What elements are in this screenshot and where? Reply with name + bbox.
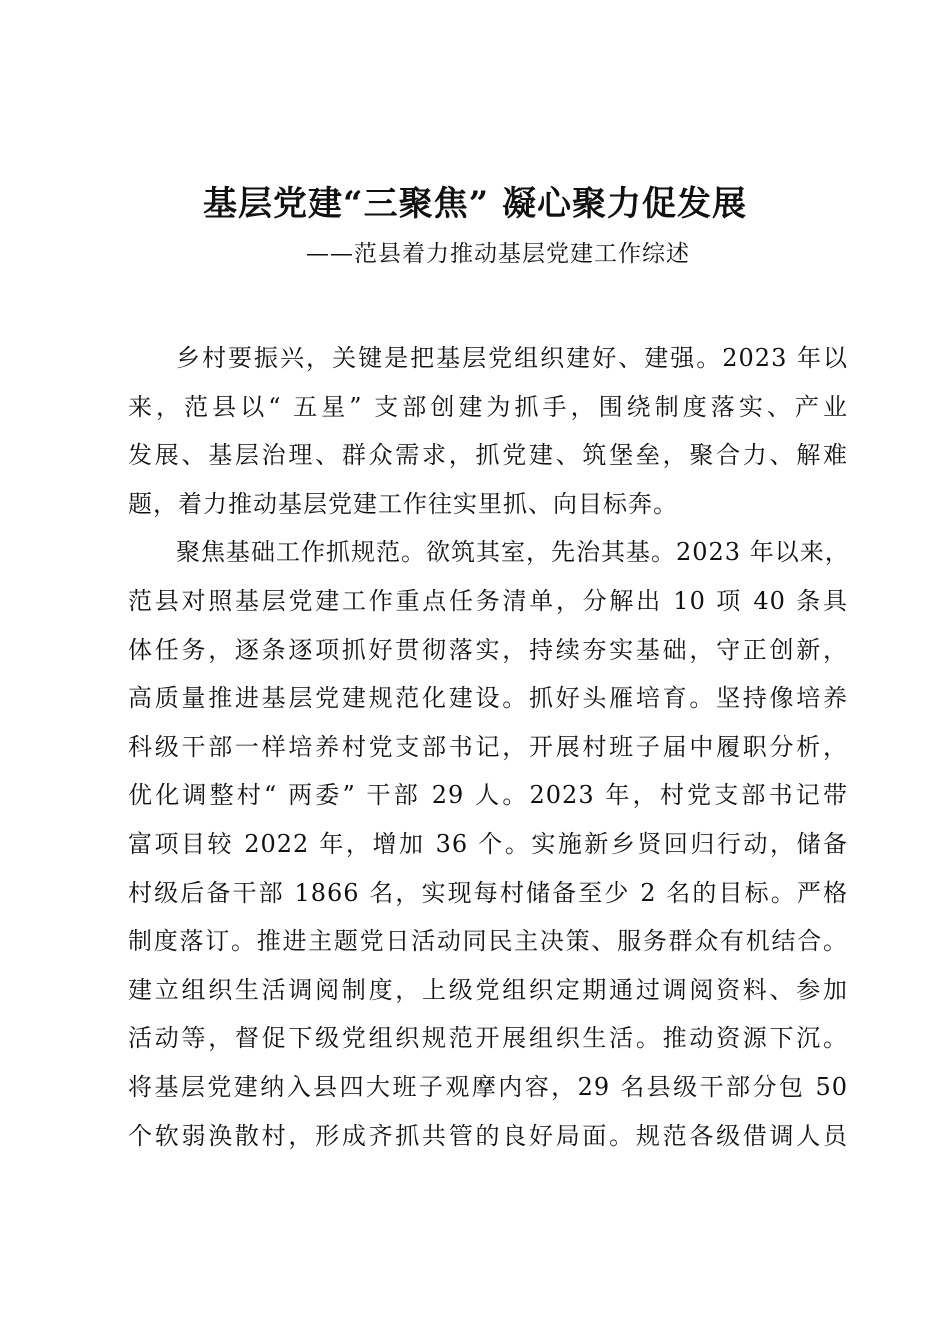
paragraph-line: 个软弱涣散村，形成齐抓共管的良好局面。规范各级借调人员 bbox=[128, 1121, 848, 1150]
paragraph-line: 范县对照基层党建工作重点任务清单，分解出 10 项 40 条具 bbox=[128, 586, 848, 615]
document-body bbox=[128, 334, 848, 1160]
paragraph-line: 村级后备干部 1866 名，实现每村储备至少 2 名的目标。严格 bbox=[128, 878, 848, 907]
paragraph-line: 科级干部一样培养村党支部书记，开展村班子届中履职分析， bbox=[128, 732, 848, 761]
paragraph-line: 发展、基层治理、群众需求，抓党建、筑堡垒，聚合力、解难 bbox=[128, 441, 848, 470]
paragraph-line: 乡村要振兴，关键是把基层党组织建好、建强。2023 年以 bbox=[176, 344, 848, 372]
paragraph-line: 制度落订。推进主题党日活动同民主决策、服务群众有机结合。 bbox=[128, 927, 848, 956]
paragraph-2 bbox=[128, 528, 848, 1160]
paragraph-line: 活动等，督促下级党组织规范开展组织生活。推动资源下沉。 bbox=[128, 1024, 848, 1053]
paragraph-line: 题，着力推动基层党建工作往实里抓、向目标奔。 bbox=[128, 489, 678, 518]
paragraph-line: 高质量推进基层党建规范化建设。抓好头雁培育。坚持像培养 bbox=[128, 684, 848, 713]
paragraph-line: 体任务，逐条逐项抓好贯彻落实，持续夯实基础，守正创新， bbox=[128, 635, 848, 664]
paragraph-line: 富项目较 2022 年，增加 36 个。实施新乡贤回归行动，储备 bbox=[128, 829, 848, 858]
paragraph-1 bbox=[128, 334, 848, 528]
paragraph-line: 优化调整村“ 两委” 干部 29 人。2023 年，村党支部书记带 bbox=[128, 781, 848, 810]
paragraph-line: 聚焦基础工作抓规范。欲筑其室，先治其基。2023 年以来， bbox=[176, 538, 850, 567]
document-subtitle: ——范县着力推动基层党建工作综述 bbox=[306, 241, 690, 267]
paragraph-line: 建立组织生活调阅制度，上级党组织定期通过调阅资料、参加 bbox=[128, 975, 848, 1004]
paragraph-line: 将基层党建纳入县四大班子观摩内容，29 名县级干部分包 50 bbox=[128, 1072, 848, 1101]
document-title: 基层党建“三聚焦” 凝心聚力促发展 bbox=[203, 184, 747, 224]
paragraph-line: 来，范县以“ 五星” 支部创建为抓手，围绕制度落实、产业 bbox=[128, 392, 848, 421]
